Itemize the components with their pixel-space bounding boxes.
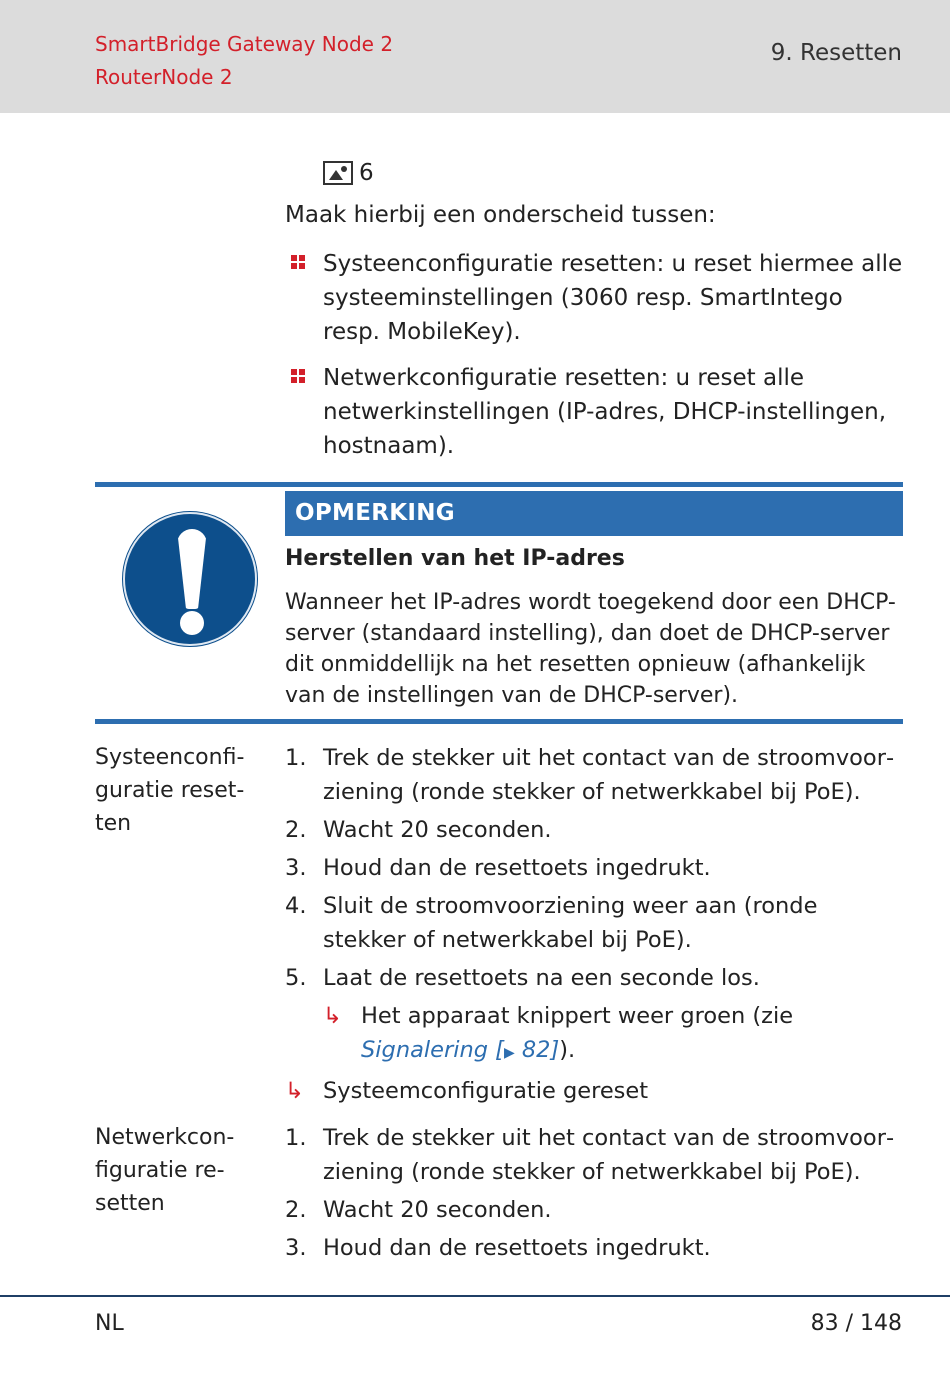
triangle-icon: ▶ (503, 1045, 515, 1061)
list-item (285, 361, 905, 463)
figure-reference[interactable] (323, 160, 374, 186)
figure-number: 6 (359, 160, 374, 186)
result-arrow-icon: ↳ (323, 1003, 342, 1029)
side-label-network-reset: Netwerkcon- figuratie re- setten (95, 1125, 235, 1216)
language-code: NL (95, 1311, 124, 1336)
step-item: 1. Trek de stekker uit het contact van de stroomvoorziening (ronde stekker of netwerkkabel bij PoE). (285, 745, 895, 805)
product-line-1: SmartBridge Gateway Node 2 (95, 32, 394, 56)
bullet-icon (291, 369, 305, 383)
intro-text: Maak hierbij een onderscheid tussen: (285, 202, 716, 228)
section-title: 9. Resetten (770, 40, 902, 66)
bullet-text: Systeenconfiguratie resetten: u reset hiermee alle systeeminstellingen (3060 resp. SmartIntego resp. MobileKey). (323, 251, 903, 345)
step-item: 1. Trek de stekker uit het contact van de stroomvoorziening (ronde stekker of netwerkkabel bij PoE). (285, 1125, 895, 1185)
step-item: 5. Laat de resettoets na een seconde los. (285, 965, 760, 991)
page-header (0, 0, 950, 113)
signalering-link[interactable]: Signalering [▶ 82] (361, 1037, 560, 1063)
product-line-2: RouterNode 2 (95, 65, 233, 89)
note-heading: Herstellen van het IP-adres (285, 546, 625, 571)
note-body: Wanneer het IP-adres wordt toegekend door een DHCP-server (standaard instelling), dan doet de DHCP-server dit onmiddellijk na het resetten opnieuw (afhankelijk van de instellingen van de DHCP-server). (285, 590, 896, 708)
final-result: ↳ Systeemconfiguratie gereset (285, 1074, 905, 1108)
exclamation-icon (123, 512, 257, 646)
step-item: 4. Sluit de stroomvoorziening weer aan (ronde stekker of netwerkkabel bij PoE). (285, 893, 818, 953)
step-item: 3. Houd dan de resettoets ingedrukt. (285, 855, 711, 881)
result-arrow-icon: ↳ (285, 1078, 304, 1104)
page-number: 83 / 148 (810, 1311, 902, 1336)
network-reset-steps (285, 1121, 905, 1269)
bullet-text: Netwerkconfiguratie resetten: u reset alle netwerkinstellingen (IP-adres, DHCP-instellingen, hostnaam). (323, 365, 887, 459)
bullet-icon (291, 255, 305, 269)
note-top-rule (95, 482, 903, 487)
step-result: ↳ Het apparaat knippert weer groen (zie Signalering [▶ 82]). (285, 999, 905, 1070)
product-title (95, 28, 393, 94)
footer-rule (0, 1295, 950, 1297)
image-icon (323, 161, 353, 185)
note-label: OPMERKING (285, 491, 903, 536)
system-reset-steps (285, 741, 905, 1112)
step-item: 3. Houd dan de resettoets ingedrukt. (285, 1235, 711, 1261)
step-item: 2. Wacht 20 seconden. (285, 1197, 552, 1223)
list-item (285, 247, 905, 349)
bullet-list (285, 247, 905, 475)
note-bottom-rule (95, 719, 903, 724)
step-item: 2. Wacht 20 seconden. (285, 817, 552, 843)
side-label-system-reset: Systeenconfi- guratie reset- ten (95, 745, 245, 836)
